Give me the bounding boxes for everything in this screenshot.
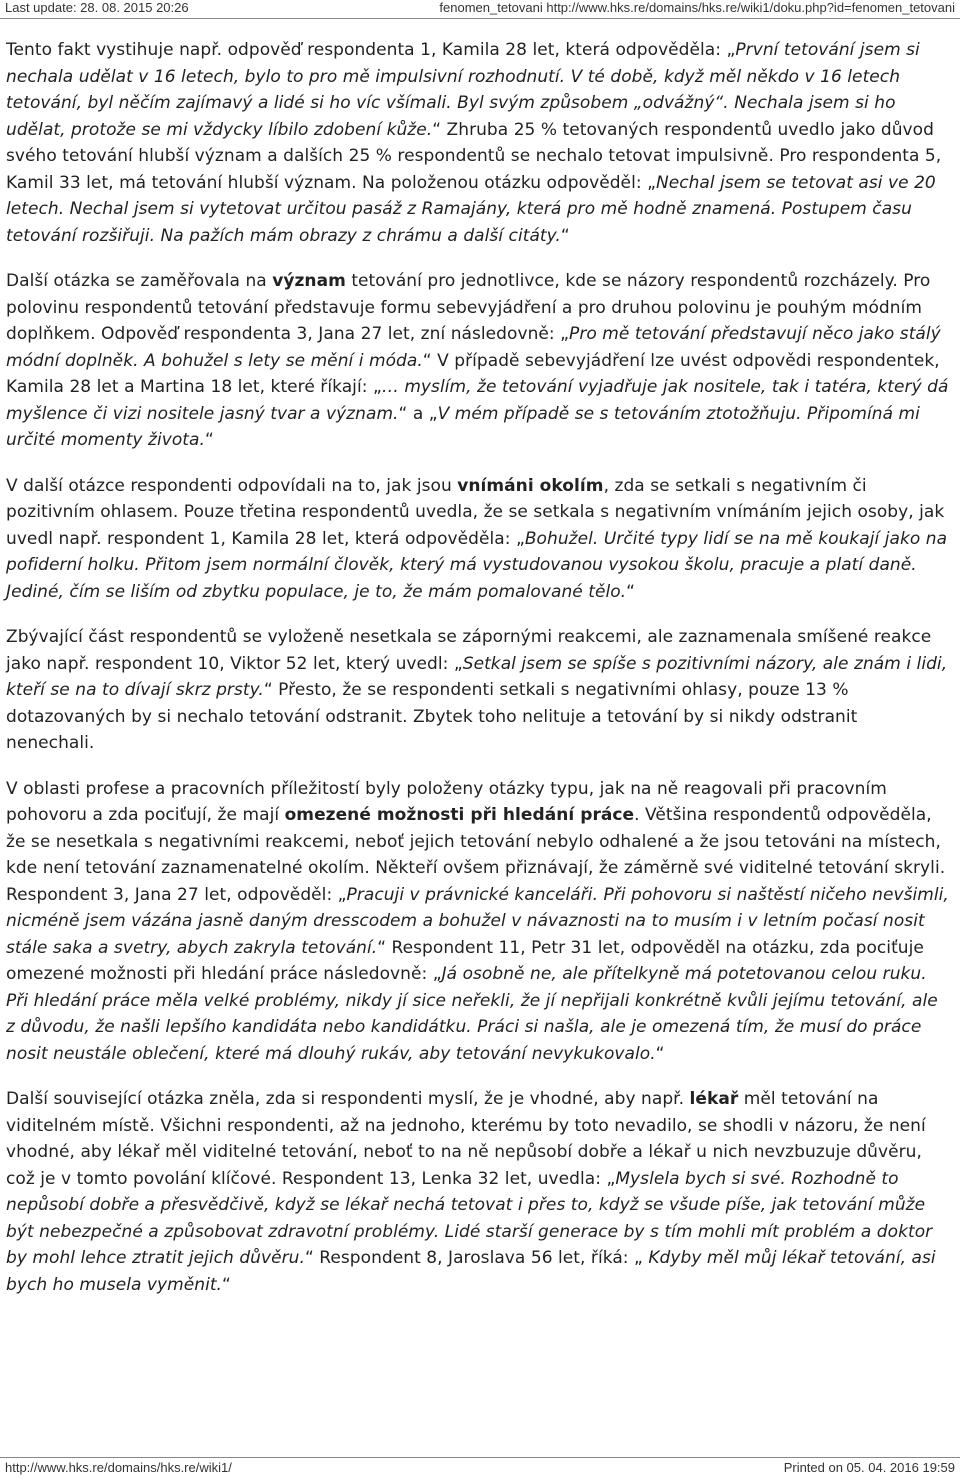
last-update-text: Last update: 28. 08. 2015 20:26 [5,0,189,15]
quote-text: Myslela bych si své. Rozhodně to nepůsobí dobře a přesvědčivě, když se lékař nechá tetovat i přes to, když se všude píše, jak tetování může být nebezpečné a způsobovat zdravotní problémy. Lidé starší generace by s tím mohli mít problém a doktor by mohl lehce ztratit jejich důvěru. [6,1168,933,1268]
quote-text: Nechal jsem se tetovat asi ve 20 letech. Nechal jsem si vytetovat určitou pasáž z Ramajány, která pro mě hodně znamená. Postupem času tetování rozšiřuji. Na pažích mám obrazy z chrámu a další citáty. [6,172,936,246]
body-text: měl tetování na viditelném místě. Všichni respondenti, až na jednoho, kterému by toto nevadilo, se shodli v názoru, že není vhodné, aby lékař měl viditelné tetování, neboť to na ně nepůsobí dobře a lékař u nich nevzbuzuje důvěru, což je v tomto povolání klíčové. Respondent 13, Lenka 32 let, uvedla: „ [6,1089,926,1189]
body-text: “ Respondent 11, Petr 31 let, odpověděl na otázku, zda pociťuje omezené možnosti při hledání práce následovně: „ [6,937,924,984]
quote-text: Pro mě tetování představují něco jako stálý módní doplněk. A bohužel s lety se mění i móda. [6,324,941,371]
paragraph-profession [6,776,951,1068]
emphasis-text: lékař [689,1089,739,1109]
body-text: . Většina respondentů odpověděla, že se nesetkala s negativními reakcemi, neboť jejich tetování nebylo odhalené a že jsou tetováni na místech, kde není tetování zaznamenatelné okolím. Někteří ovšem přiznávají, že záměrně své viditelné tetování skryli. Respondent 3, Jana 27 let, odpověděl: „ [6,805,946,905]
body-text: “ [655,1043,665,1064]
body-text: , zda se setkali s negativním či pozitivním ohlasem. Pouze třetina respondentů uvedla, že se setkala s negativním vnímáním jejich osoby, jak uvedl např. respondent 1, Kamila 28 let, která odpověděla: „ [6,475,945,549]
body-text: Další otázka se zaměřovala na [6,271,273,291]
emphasis-text: omezené možnosti při hledání práce [284,805,635,825]
body-text: “ [204,430,214,450]
body-text: V další otázce respondenti odpovídali na to, jak jsou [6,475,458,496]
quote-text: Setkal jsem se spíše s pozitivními názory, ale znám i lidi, kteří se na to dívají skrz prsty. [6,653,948,700]
quote-text: V mém případě se s tetováním ztotožňuju. Připomíná mi určité momenty života. [6,403,920,450]
emphasis-text: význam [272,271,346,291]
quote-text: … myslím, že tetování vyjadřuje jak nositele, tak i tatéra, který dá myšlence či vizi nositele jasný tvar a význam. [6,377,949,424]
paragraph-motivation [6,37,951,249]
emphasis-text: vnímáni okolím [457,475,604,496]
quote-text: Já osobně ne, ale přítelkyně má potetovanou celou ruku. Při hledání práce měla velké problémy, nikdy jí sice neřekli, že jí nepřijali konkrétně kvůli jejímu tetování, ale z důvodu, že našli lepšího kandidáta nebo kandidátku. Práci si našla, ale je omezená tím, že musí do práce nosit neustále oblečení, které má dlouhý rukáv, aby tetování nevykukovalo. [6,964,938,1064]
article-body [6,37,951,1317]
quote-text: Bohužel. Určité typy lidí se na mě koukají jako na pofiderní holku. Přitom jsem normální člověk, který má vystudovanou vysokou školu, pracuje a platí daně. Jediné, čím se liším od zbytku populace, je to, že mám pomalované tělo. [6,528,948,602]
body-text: “ Přesto, že se respondenti setkali s negativními ohlasy, pouze 13 % dotazovaných by si nechalo tetování odstranit. Zbytek toho nelituje a tetování by si nikdy odstranit nenechali. [6,680,858,753]
paragraph-mixed-reactions [6,624,951,757]
paragraph-meaning [6,268,951,454]
page-header [0,0,960,16]
quote-text: Pracuji v právnické kanceláři. Při pohovoru si naštěstí ničeho nevšimli, nicméně jsem vázána jasně daným dresscodem a bohužel v návaznosti na to musím i v letním počasí nosit stále saka a svetry, abych zakryla tetování. [6,884,949,958]
body-text: “ [560,225,570,246]
body-text: “ [626,581,635,602]
paragraph-perception [6,473,951,606]
body-text: Další související otázka zněla, zda si respondenti myslí, že je vhodné, aby např. [6,1089,690,1109]
page-reference-text: fenomen_tetovani http://www.hks.re/domains/hks.re/wiki1/doku.php?id=fenomen_tetovani [439,0,955,15]
footer-url-text: http://www.hks.re/domains/hks.re/wiki1/ [5,1460,232,1475]
paragraph-doctor [6,1086,951,1298]
body-text: Zbývající část respondentů se vyloženě nesetkala se zápornými reakcemi, ale zaznamenala smíšené reakce jako např. respondent 10, Viktor 52 let, který uvedl: „ [6,627,932,674]
footer-divider [0,1457,960,1458]
header-divider [0,18,960,19]
quote-text: První tetování jsem si nechala udělat v 16 letech, bylo to pro mě impulsivní rozhodnutí. V té době, když měl někdo v 16 letech tetování, byl něčím zajímavý a lidé si ho víc všímali. Byl svým způsobem „odvážný“. Nechala jsem si ho udělat, protože se mi vždycky líbilo zdobení kůže. [6,40,920,140]
body-text: “ Respondent 8, Jaroslava 56 let, říká: „ [304,1248,643,1268]
body-text: “ [222,1274,231,1295]
body-text: “ Zhruba 25 % tetovaných respondentů uvedlo jako důvod svého tetování hlubší význam a dalších 25 % respondentů se nechalo tetovat impulsivně. Pro respondenta 5, Kamil 33 let, má tetování hlubší význam. Na položenou otázku odpověděl: „ [6,119,942,193]
body-text: tetování pro jednotlivce, kde se názory respondentů rozcházely. Pro polovinu respondentů tetování představuje formu sebevyjádření a pro druhou polovinu je pouhým módním doplňkem. Odpověď respondenta 3, Jana 27 let, zní následovně: „ [6,271,931,344]
body-text: V oblasti profese a pracovních příležitostí byly položeny otázky typu, jak na ně reagovali při pracovním pohovoru a zda pociťují, že mají [6,778,887,825]
body-text: “ a „ [398,403,438,424]
body-text: “ V případě sebevyjádření lze uvést odpovědi respondentek, Kamila 28 let a Martina 18 let, které říkají: „ [6,350,940,397]
printed-date-text: Printed on 05. 04. 2016 19:59 [783,1460,955,1475]
page-footer [0,1460,960,1476]
body-text: Tento fakt vystihuje např. odpověď respondenta 1, Kamila 28 let, která odpověděla: „ [6,40,736,60]
quote-text: Kdyby měl můj lékař tetování, asi bych ho musela vyměnit. [6,1248,936,1295]
